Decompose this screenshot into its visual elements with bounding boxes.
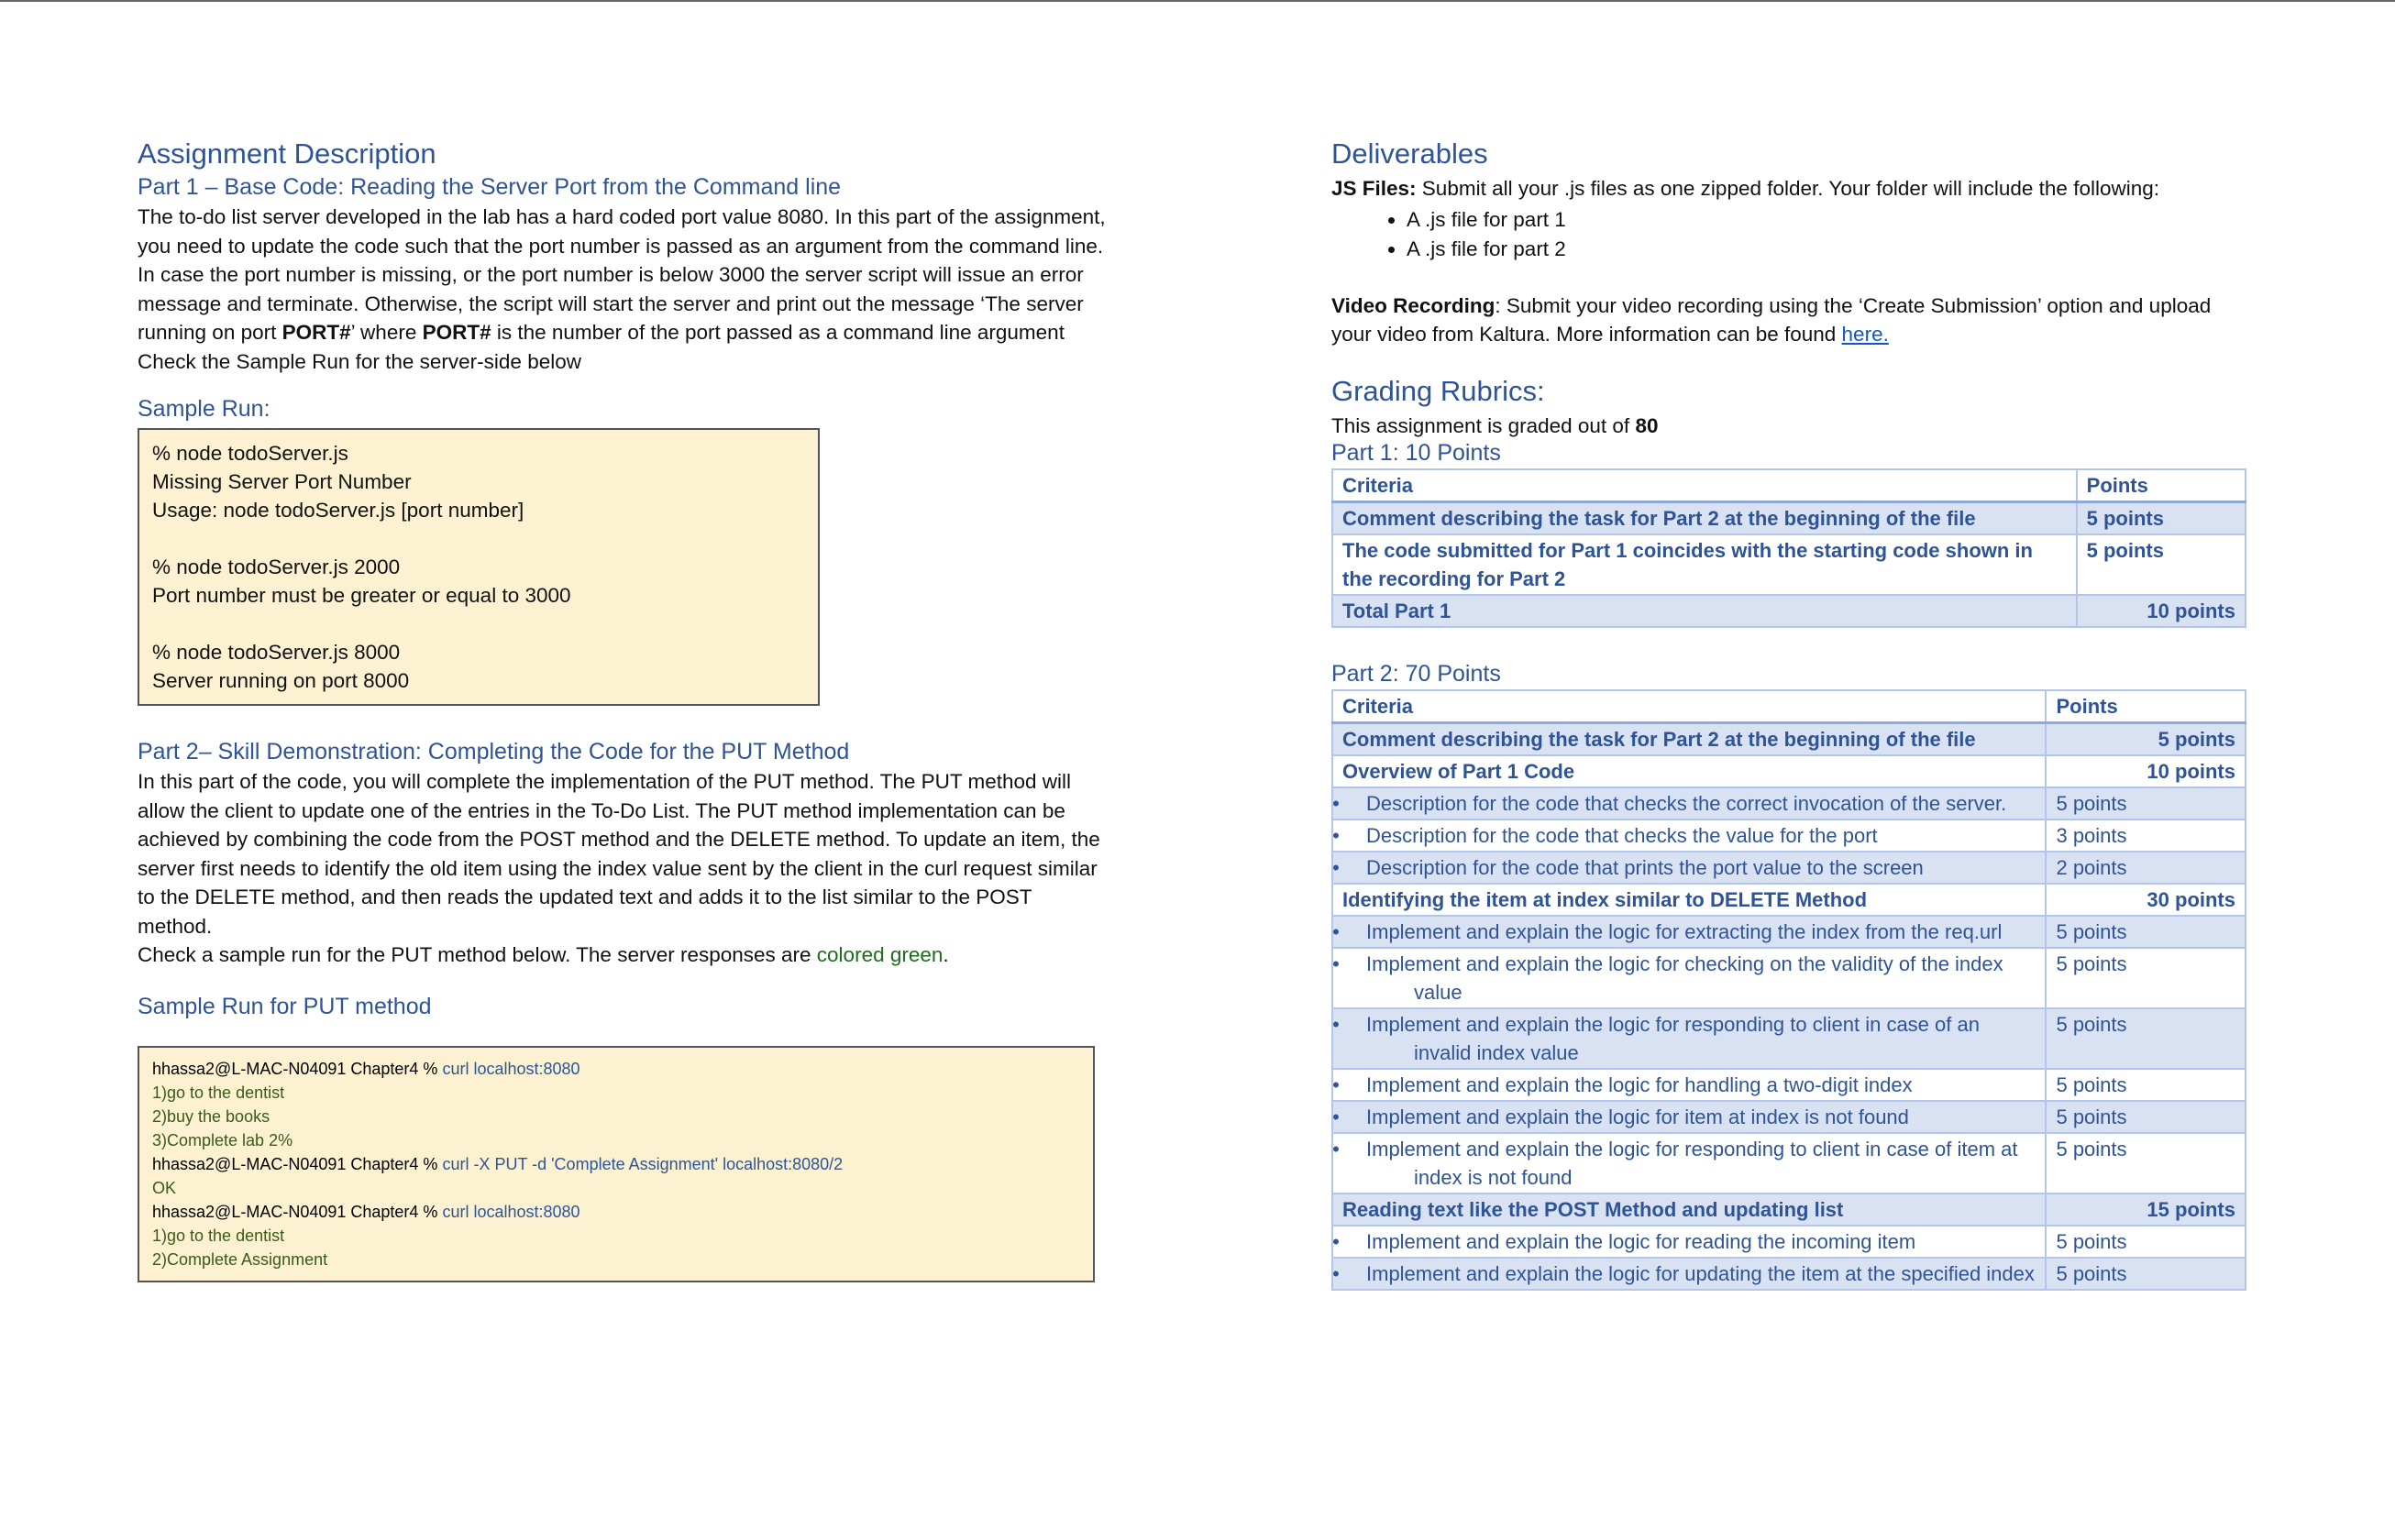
put-sample-box xyxy=(138,1046,1095,1282)
top-border xyxy=(0,0,2395,2)
points-cell: 5 points xyxy=(2077,534,2246,595)
terminal-line xyxy=(152,1200,1080,1224)
part2-rubric-title: Part 2: 70 Points xyxy=(1331,661,1501,687)
points-cell: 5 points xyxy=(2046,1226,2246,1258)
header-criteria: Criteria xyxy=(1332,690,2046,723)
js-files-list xyxy=(1331,205,2248,264)
criteria-text: Implement and explain the logic for extracting the index from the req.url xyxy=(1366,920,2003,943)
criteria-cell xyxy=(1332,1258,2046,1290)
points-cell: 10 points xyxy=(2046,755,2246,787)
criteria-text: Implement and explain the logic for responding to client in case of an invalid index value xyxy=(1366,1013,1980,1064)
part1-text-b: ’ where xyxy=(350,321,423,344)
terminal-prompt: hhassa2@L-MAC-N04091 Chapter4 % xyxy=(152,1154,443,1173)
bullet-icon: • xyxy=(1332,952,1340,975)
sample-run-heading: Sample Run: xyxy=(138,396,270,422)
part1-text-a: The to-do list server developed in the lab has a hard coded port value 8080. In this part of the assignment, you need to update the code such that the port number is passed as an argument from the command line. In case the port number is missing, or the port number is below 3000 the server script will issue an error message and terminate. Otherwise, the script will start the server and print out the message ‘The server running on port xyxy=(138,205,1106,344)
criteria-text: Description for the code that checks the correct invocation of the server. xyxy=(1366,792,2007,815)
points-cell: 30 points xyxy=(2046,884,2246,916)
criteria-text: Description for the code that checks the value for the port xyxy=(1366,824,1878,847)
header-points: Points xyxy=(2046,690,2246,723)
criteria-cell xyxy=(1332,1101,2046,1133)
points-cell: 5 points xyxy=(2046,1258,2246,1290)
deliverables-title: Deliverables xyxy=(1331,138,1488,170)
table-row xyxy=(1332,534,2246,595)
table-row xyxy=(1332,948,2246,1008)
criteria-cell: Reading text like the POST Method and updating list xyxy=(1332,1194,2046,1226)
graded-desc: This assignment is graded out of xyxy=(1331,413,1636,437)
points-cell: 5 points xyxy=(2046,1101,2246,1133)
points-cell: 5 points xyxy=(2077,502,2246,535)
table-row xyxy=(1332,852,2246,884)
part2-paragraph: In this part of the code, you will complete the implementation of the PUT method. The PUT method will allow the client to update one of the entries in the To-Do List. The PUT method implementation can be achieved by combining the code from the POST method and the DELETE method. To update an item, the server first needs to identify the old item using the index value sent by the client in the curl request similar to the DELETE method, and then reads the updated text and adds it to the list similar to the POST method. xyxy=(138,770,1100,938)
table-header-row xyxy=(1332,469,2246,502)
table-row xyxy=(1332,1226,2246,1258)
sample-run-line xyxy=(152,524,805,553)
js-files-text xyxy=(1331,174,2248,204)
right-column xyxy=(1331,138,2248,1291)
bullet-icon: • xyxy=(1332,1073,1340,1096)
criteria-cell xyxy=(1332,820,2046,852)
criteria-text: Implement and explain the logic for updating the item at the specified index xyxy=(1366,1262,2035,1285)
video-label: Video Recording xyxy=(1331,293,1495,317)
table-row xyxy=(1332,1258,2246,1290)
terminal-output: 2)Complete Assignment xyxy=(152,1249,328,1269)
table-row xyxy=(1332,1069,2246,1101)
part2-check-a: Check a sample run for the PUT method below. The server responses are xyxy=(138,943,817,966)
points-cell: 5 points xyxy=(2046,916,2246,948)
graded-total: 80 xyxy=(1635,413,1659,437)
criteria-text: Description for the code that prints the port value to the screen xyxy=(1366,856,1924,879)
part1-text-c: is the number of the port passed as a command line argument xyxy=(491,321,1065,344)
put-heading: Sample Run for PUT method xyxy=(138,993,432,1019)
bullet-icon: • xyxy=(1332,792,1340,815)
table-row xyxy=(1332,1194,2246,1226)
terminal-line xyxy=(152,1152,1080,1176)
sample-run-line: % node todoServer.js 2000 xyxy=(152,556,401,578)
criteria-cell xyxy=(1332,787,2046,820)
points-cell: 5 points xyxy=(2046,787,2246,820)
bullet-icon: • xyxy=(1332,920,1340,943)
sample-run-line: Server running on port 8000 xyxy=(152,669,410,692)
criteria-cell xyxy=(1332,1226,2046,1258)
part1-check-text: Check the Sample Run for the server-side below xyxy=(138,349,581,373)
criteria-cell: Comment describing the task for Part 2 at the beginning of the file xyxy=(1332,723,2046,756)
bullet-icon: • xyxy=(1332,1013,1340,1036)
table-row xyxy=(1332,595,2246,627)
bullet-icon: • xyxy=(1332,1262,1340,1285)
bullet-icon: • xyxy=(1332,856,1340,879)
list-item: • A .js file for part 1 xyxy=(1407,205,2248,235)
criteria-cell xyxy=(1332,1133,2046,1194)
terminal-line xyxy=(152,1224,1080,1248)
port-bold-2: PORT# xyxy=(422,321,491,344)
terminal-line xyxy=(152,1176,1080,1200)
sample-run-line: Missing Server Port Number xyxy=(152,470,412,493)
criteria-text: Implement and explain the logic for checking on the validity of the index value xyxy=(1366,952,2003,1004)
sample-run-line: Port number must be greater or equal to 3000 xyxy=(152,584,571,607)
table-row xyxy=(1332,1101,2246,1133)
points-cell: 5 points xyxy=(2046,1008,2246,1069)
js-files-desc: Submit all your .js files as one zipped folder. Your folder will include the following: xyxy=(1416,177,2159,200)
criteria-text: Implement and explain the logic for handling a two-digit index xyxy=(1366,1073,1913,1096)
table-header-row xyxy=(1332,690,2246,723)
points-cell: 5 points xyxy=(2046,948,2246,1008)
part2-check-b: . xyxy=(943,943,949,966)
points-cell: 15 points xyxy=(2046,1194,2246,1226)
criteria-text: Implement and explain the logic for responding to client in case of item at index is not found xyxy=(1366,1138,2018,1189)
sample-run-box xyxy=(138,428,820,706)
terminal-prompt: hhassa2@L-MAC-N04091 Chapter4 % xyxy=(152,1059,443,1078)
bullet-icon: • xyxy=(1332,1138,1340,1160)
table-row xyxy=(1332,916,2246,948)
graded-text xyxy=(1331,412,2248,441)
part1-rubric-table xyxy=(1331,468,2246,628)
sample-run-line: Usage: node todoServer.js [port number] xyxy=(152,499,524,522)
sample-run-line: % node todoServer.js xyxy=(152,442,348,465)
criteria-cell xyxy=(1332,1008,2046,1069)
table-row xyxy=(1332,502,2246,535)
terminal-line xyxy=(152,1128,1080,1152)
assignment-title: Assignment Description xyxy=(138,138,436,170)
video-text xyxy=(1331,292,2248,349)
points-cell: 5 points xyxy=(2046,1133,2246,1194)
here-link[interactable]: here. xyxy=(1841,323,1889,346)
terminal-line xyxy=(152,1081,1080,1105)
terminal-output: 2)buy the books xyxy=(152,1106,270,1126)
part1-paragraph xyxy=(138,203,1109,347)
js-files-label: JS Files: xyxy=(1331,177,1417,200)
terminal-line xyxy=(152,1057,1080,1081)
sample-run-line: % node todoServer.js 8000 xyxy=(152,641,401,664)
points-cell: 10 points xyxy=(2077,595,2246,627)
terminal-output: 3)Complete lab 2% xyxy=(152,1130,293,1150)
points-cell: 2 points xyxy=(2046,852,2246,884)
criteria-cell: The code submitted for Part 1 coincides with the starting code shown in the recording for Part 2 xyxy=(1332,534,2077,595)
header-points: Points xyxy=(2077,469,2246,502)
video-desc: : Submit your video recording using the ‘Create Submission’ option and upload your video from Kaltura. More information can be found xyxy=(1331,293,2212,346)
port-bold: PORT# xyxy=(281,321,351,344)
part1-heading: Part 1 – Base Code: Reading the Server Port from the Command line xyxy=(138,174,842,200)
criteria-text: Implement and explain the logic for reading the incoming item xyxy=(1366,1230,1916,1253)
terminal-prompt: hhassa2@L-MAC-N04091 Chapter4 % xyxy=(152,1202,443,1221)
criteria-text: Implement and explain the logic for item at index is not found xyxy=(1366,1106,1909,1128)
list-item: • A .js file for part 2 xyxy=(1407,235,2248,264)
criteria-cell xyxy=(1332,916,2046,948)
terminal-command: curl -X PUT -d 'Complete Assignment' localhost:8080/2 xyxy=(442,1154,844,1173)
criteria-cell: Overview of Part 1 Code xyxy=(1332,755,2046,787)
criteria-cell xyxy=(1332,948,2046,1008)
bullet-icon: • xyxy=(1332,824,1340,847)
points-cell: 3 points xyxy=(2046,820,2246,852)
criteria-cell: Identifying the item at index similar to DELETE Method xyxy=(1332,884,2046,916)
criteria-cell: Total Part 1 xyxy=(1332,595,2077,627)
header-criteria: Criteria xyxy=(1332,469,2077,502)
terminal-line xyxy=(152,1105,1080,1128)
bullet-icon: • xyxy=(1332,1230,1340,1253)
part2-rubric-table xyxy=(1331,689,2246,1291)
terminal-command: curl localhost:8080 xyxy=(442,1202,580,1221)
terminal-line xyxy=(152,1248,1080,1271)
part2-heading: Part 2– Skill Demonstration: Completing the Code for the PUT Method xyxy=(138,739,850,764)
criteria-cell: Comment describing the task for Part 2 at the beginning of the file xyxy=(1332,502,2077,535)
colored-green-text: colored green xyxy=(816,943,944,966)
points-cell: 5 points xyxy=(2046,723,2246,756)
table-row xyxy=(1332,820,2246,852)
bullet-icon: • xyxy=(1332,1106,1340,1128)
table-row xyxy=(1332,1133,2246,1194)
sample-run-line xyxy=(152,610,805,638)
points-cell: 5 points xyxy=(2046,1069,2246,1101)
grading-title: Grading Rubrics: xyxy=(1331,374,1545,407)
table-row xyxy=(1332,1008,2246,1069)
part1-rubric-title: Part 1: 10 Points xyxy=(1331,440,1501,466)
terminal-command: curl localhost:8080 xyxy=(442,1059,580,1078)
table-row xyxy=(1332,723,2246,756)
criteria-cell xyxy=(1332,852,2046,884)
criteria-cell xyxy=(1332,1069,2046,1101)
left-column xyxy=(138,138,1109,1282)
table-row xyxy=(1332,755,2246,787)
part2-check-text xyxy=(138,940,1109,970)
terminal-output: 1)go to the dentist xyxy=(152,1083,285,1102)
table-row xyxy=(1332,884,2246,916)
terminal-output: OK xyxy=(152,1178,177,1197)
table-row xyxy=(1332,787,2246,820)
terminal-output: 1)go to the dentist xyxy=(152,1226,285,1245)
